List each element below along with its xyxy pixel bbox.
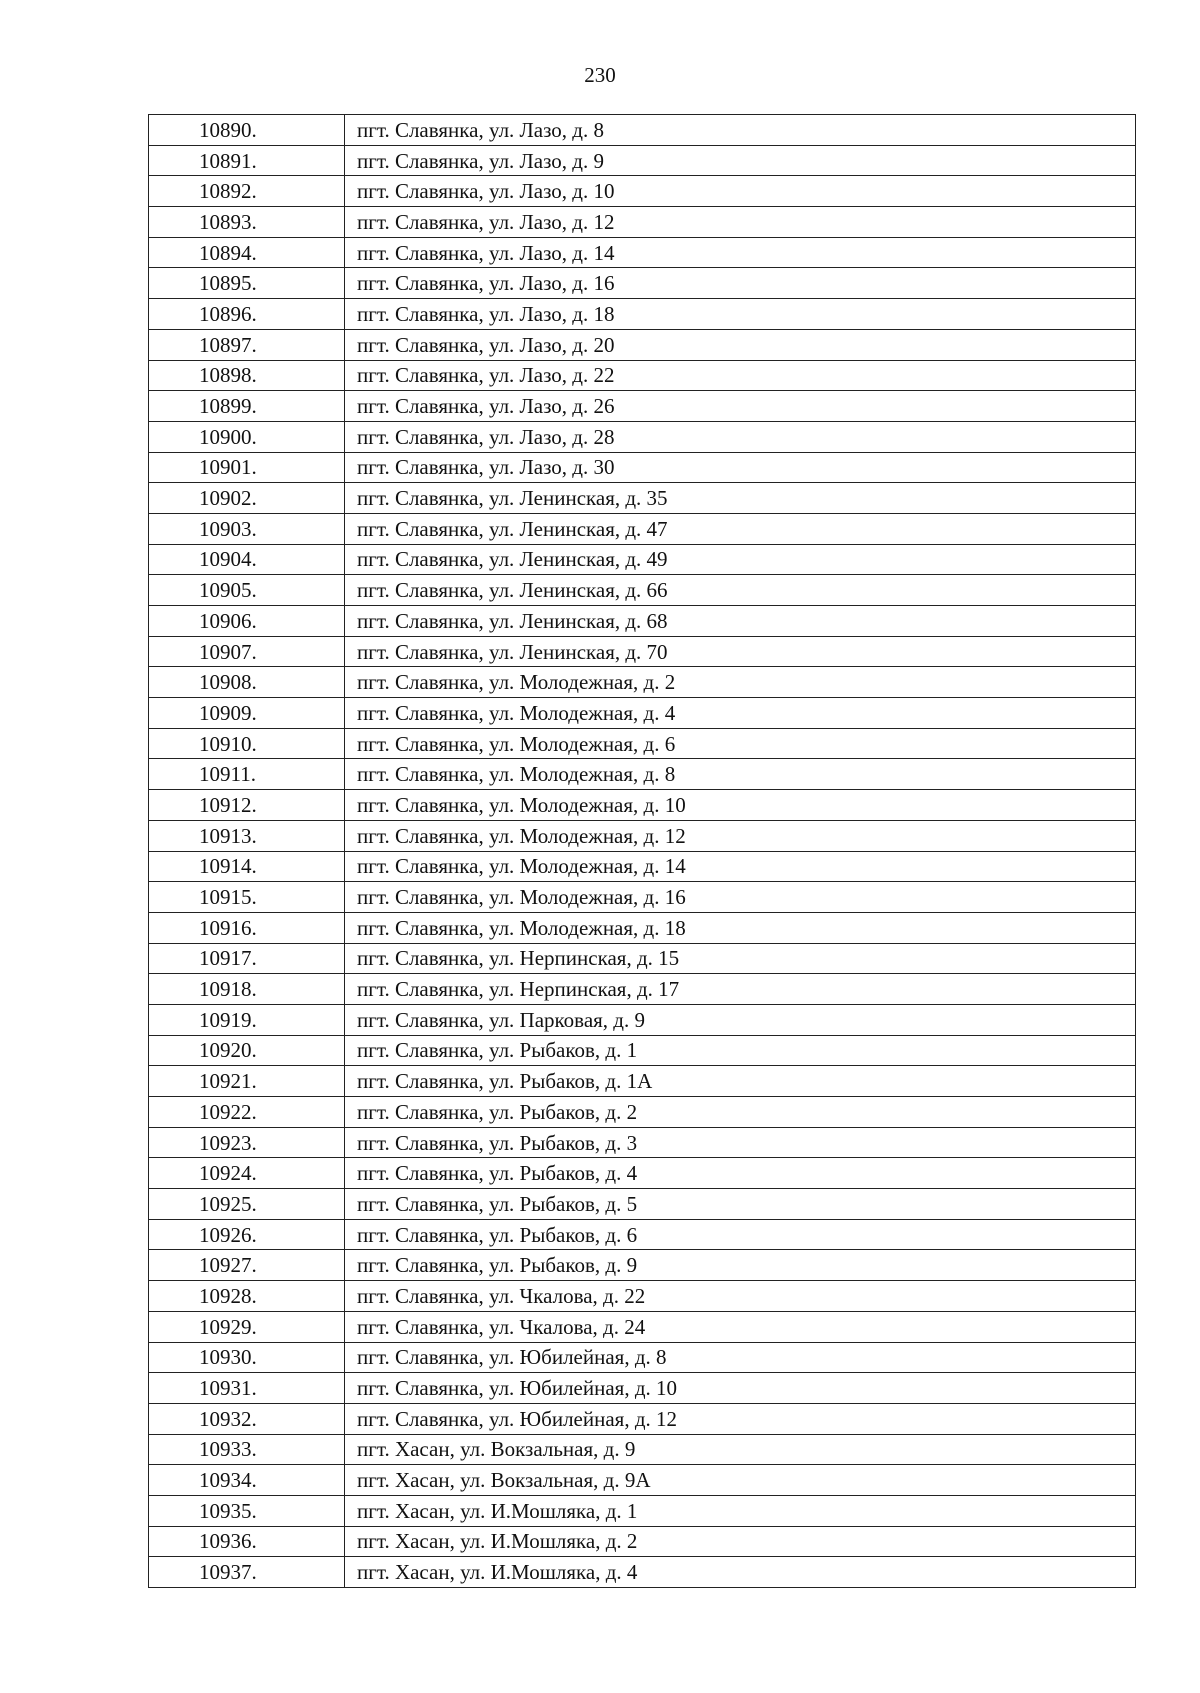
row-address: пгт. Славянка, ул. Лазо, д. 26 (345, 391, 1136, 422)
table-row (149, 1004, 1136, 1035)
row-number: 10902. (149, 483, 345, 514)
row-number: 10929. (149, 1311, 345, 1342)
row-number: 10925. (149, 1189, 345, 1220)
table-row (149, 237, 1136, 268)
row-number: 10937. (149, 1557, 345, 1588)
row-number: 10904. (149, 544, 345, 575)
row-address: пгт. Славянка, ул. Ленинская, д. 35 (345, 483, 1136, 514)
table-row (149, 1557, 1136, 1588)
row-number: 10930. (149, 1342, 345, 1373)
table-row (149, 1434, 1136, 1465)
table-row (149, 790, 1136, 821)
table-row (149, 1219, 1136, 1250)
row-number: 10913. (149, 820, 345, 851)
row-number: 10919. (149, 1004, 345, 1035)
row-address: пгт. Славянка, ул. Ленинская, д. 49 (345, 544, 1136, 575)
table-row (149, 698, 1136, 729)
row-number: 10910. (149, 728, 345, 759)
row-address: пгт. Славянка, ул. Рыбаков, д. 5 (345, 1189, 1136, 1220)
row-number: 10931. (149, 1373, 345, 1404)
table-row (149, 207, 1136, 238)
row-address: пгт. Славянка, ул. Лазо, д. 30 (345, 452, 1136, 483)
row-address: пгт. Славянка, ул. Молодежная, д. 12 (345, 820, 1136, 851)
table-row (149, 1127, 1136, 1158)
row-address: пгт. Славянка, ул. Парковая, д. 9 (345, 1004, 1136, 1035)
row-number: 10920. (149, 1035, 345, 1066)
row-address: пгт. Хасан, ул. И.Мошляка, д. 1 (345, 1495, 1136, 1526)
row-address: пгт. Славянка, ул. Лазо, д. 8 (345, 115, 1136, 146)
row-address: пгт. Славянка, ул. Рыбаков, д. 4 (345, 1158, 1136, 1189)
row-number: 10923. (149, 1127, 345, 1158)
row-address: пгт. Славянка, ул. Рыбаков, д. 1 (345, 1035, 1136, 1066)
row-address: пгт. Славянка, ул. Рыбаков, д. 3 (345, 1127, 1136, 1158)
table-row (149, 1035, 1136, 1066)
table-row (149, 360, 1136, 391)
row-number: 10917. (149, 943, 345, 974)
table-row (149, 759, 1136, 790)
row-number: 10893. (149, 207, 345, 238)
row-address: пгт. Славянка, ул. Рыбаков, д. 6 (345, 1219, 1136, 1250)
row-address: пгт. Славянка, ул. Чкалова, д. 22 (345, 1281, 1136, 1312)
row-address: пгт. Славянка, ул. Молодежная, д. 4 (345, 698, 1136, 729)
row-address: пгт. Хасан, ул. И.Мошляка, д. 4 (345, 1557, 1136, 1588)
row-number: 10901. (149, 452, 345, 483)
row-number: 10927. (149, 1250, 345, 1281)
table-row (149, 1403, 1136, 1434)
table-row (149, 1373, 1136, 1404)
table-row (149, 1342, 1136, 1373)
row-number: 10934. (149, 1465, 345, 1496)
row-number: 10905. (149, 575, 345, 606)
row-number: 10918. (149, 974, 345, 1005)
row-number: 10914. (149, 851, 345, 882)
table-row (149, 1097, 1136, 1128)
row-address: пгт. Хасан, ул. Вокзальная, д. 9А (345, 1465, 1136, 1496)
row-address: пгт. Славянка, ул. Молодежная, д. 2 (345, 667, 1136, 698)
table-row (149, 667, 1136, 698)
table-row (149, 1281, 1136, 1312)
row-number: 10916. (149, 912, 345, 943)
row-address: пгт. Славянка, ул. Нерпинская, д. 15 (345, 943, 1136, 974)
row-address: пгт. Славянка, ул. Рыбаков, д. 9 (345, 1250, 1136, 1281)
row-address: пгт. Славянка, ул. Чкалова, д. 24 (345, 1311, 1136, 1342)
row-number: 10898. (149, 360, 345, 391)
row-number: 10933. (149, 1434, 345, 1465)
table-row (149, 728, 1136, 759)
row-address: пгт. Славянка, ул. Юбилейная, д. 10 (345, 1373, 1136, 1404)
row-number: 10890. (149, 115, 345, 146)
row-address: пгт. Славянка, ул. Молодежная, д. 18 (345, 912, 1136, 943)
table-row (149, 452, 1136, 483)
row-address: пгт. Славянка, ул. Лазо, д. 10 (345, 176, 1136, 207)
row-address: пгт. Славянка, ул. Ленинская, д. 66 (345, 575, 1136, 606)
row-number: 10912. (149, 790, 345, 821)
row-number: 10911. (149, 759, 345, 790)
table-row (149, 513, 1136, 544)
row-number: 10899. (149, 391, 345, 422)
row-number: 10897. (149, 329, 345, 360)
table-row (149, 912, 1136, 943)
row-number: 10909. (149, 698, 345, 729)
table-row (149, 268, 1136, 299)
address-table-body (149, 115, 1136, 1588)
table-row (149, 1311, 1136, 1342)
row-address: пгт. Хасан, ул. Вокзальная, д. 9 (345, 1434, 1136, 1465)
table-row (149, 544, 1136, 575)
row-number: 10915. (149, 882, 345, 913)
row-address: пгт. Славянка, ул. Лазо, д. 28 (345, 421, 1136, 452)
row-address: пгт. Славянка, ул. Молодежная, д. 14 (345, 851, 1136, 882)
table-row (149, 329, 1136, 360)
table-row (149, 1158, 1136, 1189)
row-address: пгт. Славянка, ул. Лазо, д. 12 (345, 207, 1136, 238)
table-row (149, 575, 1136, 606)
table-row (149, 176, 1136, 207)
row-address: пгт. Славянка, ул. Молодежная, д. 6 (345, 728, 1136, 759)
row-number: 10891. (149, 145, 345, 176)
table-row (149, 943, 1136, 974)
row-address: пгт. Славянка, ул. Лазо, д. 9 (345, 145, 1136, 176)
row-number: 10921. (149, 1066, 345, 1097)
row-address: пгт. Хасан, ул. И.Мошляка, д. 2 (345, 1526, 1136, 1557)
row-number: 10906. (149, 606, 345, 637)
row-address: пгт. Славянка, ул. Ленинская, д. 68 (345, 606, 1136, 637)
table-row (149, 421, 1136, 452)
table-row (149, 145, 1136, 176)
row-number: 10928. (149, 1281, 345, 1312)
row-number: 10922. (149, 1097, 345, 1128)
row-address: пгт. Славянка, ул. Юбилейная, д. 8 (345, 1342, 1136, 1373)
table-row (149, 851, 1136, 882)
row-number: 10908. (149, 667, 345, 698)
row-address: пгт. Славянка, ул. Ленинская, д. 47 (345, 513, 1136, 544)
row-number: 10895. (149, 268, 345, 299)
table-row (149, 299, 1136, 330)
row-address: пгт. Славянка, ул. Лазо, д. 18 (345, 299, 1136, 330)
row-address: пгт. Славянка, ул. Молодежная, д. 8 (345, 759, 1136, 790)
row-number: 10936. (149, 1526, 345, 1557)
table-row (149, 1066, 1136, 1097)
address-table (148, 114, 1136, 1588)
table-row (149, 1495, 1136, 1526)
row-number: 10896. (149, 299, 345, 330)
row-address: пгт. Славянка, ул. Лазо, д. 20 (345, 329, 1136, 360)
row-number: 10935. (149, 1495, 345, 1526)
table-row (149, 882, 1136, 913)
table-row (149, 115, 1136, 146)
row-address: пгт. Славянка, ул. Лазо, д. 16 (345, 268, 1136, 299)
row-address: пгт. Славянка, ул. Лазо, д. 14 (345, 237, 1136, 268)
row-number: 10932. (149, 1403, 345, 1434)
row-number: 10907. (149, 636, 345, 667)
row-address: пгт. Славянка, ул. Юбилейная, д. 12 (345, 1403, 1136, 1434)
table-row (149, 636, 1136, 667)
table-row (149, 391, 1136, 422)
row-number: 10900. (149, 421, 345, 452)
row-number: 10926. (149, 1219, 345, 1250)
table-row (149, 1465, 1136, 1496)
row-number: 10924. (149, 1158, 345, 1189)
row-number: 10894. (149, 237, 345, 268)
row-address: пгт. Славянка, ул. Ленинская, д. 70 (345, 636, 1136, 667)
page-number: 230 (584, 63, 616, 87)
table-row (149, 1526, 1136, 1557)
row-number: 10892. (149, 176, 345, 207)
row-address: пгт. Славянка, ул. Рыбаков, д. 1А (345, 1066, 1136, 1097)
row-address: пгт. Славянка, ул. Молодежная, д. 10 (345, 790, 1136, 821)
row-address: пгт. Славянка, ул. Нерпинская, д. 17 (345, 974, 1136, 1005)
row-number: 10903. (149, 513, 345, 544)
table-row (149, 1250, 1136, 1281)
table-row (149, 606, 1136, 637)
row-address: пгт. Славянка, ул. Лазо, д. 22 (345, 360, 1136, 391)
table-row (149, 820, 1136, 851)
row-address: пгт. Славянка, ул. Молодежная, д. 16 (345, 882, 1136, 913)
table-row (149, 974, 1136, 1005)
row-address: пгт. Славянка, ул. Рыбаков, д. 2 (345, 1097, 1136, 1128)
table-row (149, 483, 1136, 514)
table-row (149, 1189, 1136, 1220)
